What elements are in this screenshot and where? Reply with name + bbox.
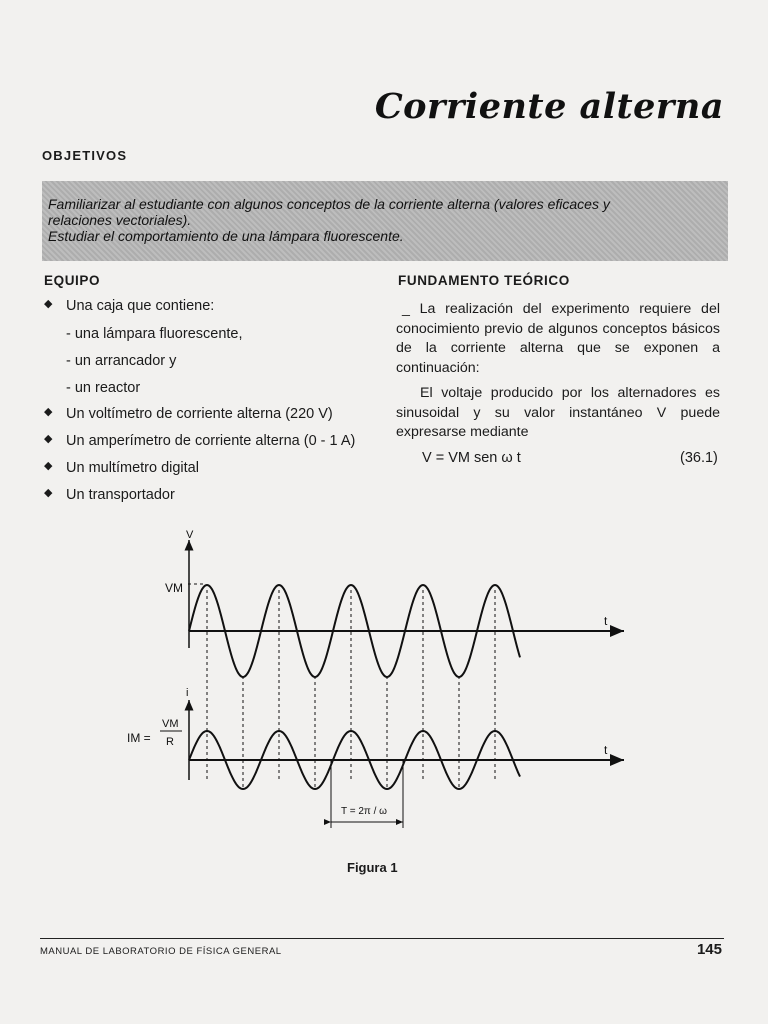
equipo-subitem: - un arrancador y bbox=[66, 353, 177, 369]
fundamento-paragraph-2: El voltaje producido por los alternadores es sinusoidal y su valor instantáneo V puede expresarse mediante bbox=[396, 385, 720, 440]
bullet-icon: ◆ bbox=[44, 298, 53, 310]
equipo-item: ◆ Un voltímetro de corriente alterna (220 V) bbox=[44, 406, 333, 422]
bullet-icon: ◆ bbox=[44, 406, 53, 418]
footer-text: MANUAL DE LABORATORIO DE FÍSICA GENERAL bbox=[40, 946, 282, 957]
im-fraction-den: R bbox=[166, 736, 174, 748]
objetivo-line-3: Estudiar el comportamiento de una lámpara fluorescente. bbox=[48, 228, 404, 244]
equipo-subitem: - un reactor bbox=[66, 380, 141, 396]
t-axis-label-top: t bbox=[604, 614, 608, 628]
i-axis-label: i bbox=[186, 687, 189, 699]
equation: V = VM sen ω t bbox=[422, 450, 521, 466]
vm-label: VM bbox=[165, 581, 183, 595]
footer-rule bbox=[40, 938, 724, 939]
objetivo-line-2: relaciones vectoriales). bbox=[48, 212, 192, 228]
equipo-heading: EQUIPO bbox=[44, 273, 101, 288]
bullet-icon: ◆ bbox=[44, 460, 53, 472]
figure-caption: Figura 1 bbox=[347, 860, 398, 875]
fundamento-paragraph-1: _ La realización del experimento requiere del conocimiento previo de algunos conceptos básicos de la corriente alterna que se exponen a continuación: bbox=[396, 301, 720, 376]
v-axis-label: V bbox=[186, 529, 194, 541]
im-fraction-num: VM bbox=[162, 718, 179, 730]
objetivo-line-1: Familiarizar al estudiante con algunos conceptos de la corriente alterna (valores eficaces y bbox=[48, 196, 610, 212]
period-label: T = 2π / ω bbox=[341, 806, 387, 817]
im-label: IM = bbox=[127, 731, 151, 745]
equipo-subitem: - una lámpara fluorescente, bbox=[66, 326, 243, 342]
bullet-icon: ◆ bbox=[44, 433, 53, 445]
t-axis-label-bottom: t bbox=[604, 743, 608, 757]
equation-number: (36.1) bbox=[680, 450, 718, 466]
equipo-item: ◆ Un amperímetro de corriente alterna (0 - 1 A) bbox=[44, 433, 356, 449]
bullet-icon: ◆ bbox=[44, 487, 53, 499]
fundamento-heading: FUNDAMENTO TEÓRICO bbox=[398, 273, 570, 288]
equipo-item: ◆ Un multímetro digital bbox=[44, 460, 199, 476]
page-number: 145 bbox=[696, 941, 722, 958]
equipo-item: ◆ Una caja que contiene: bbox=[44, 298, 215, 314]
page-title: Corriente alterna bbox=[374, 86, 724, 127]
objetivos-heading: OBJETIVOS bbox=[42, 148, 128, 163]
equipo-item: ◆ Un transportador bbox=[44, 487, 175, 503]
